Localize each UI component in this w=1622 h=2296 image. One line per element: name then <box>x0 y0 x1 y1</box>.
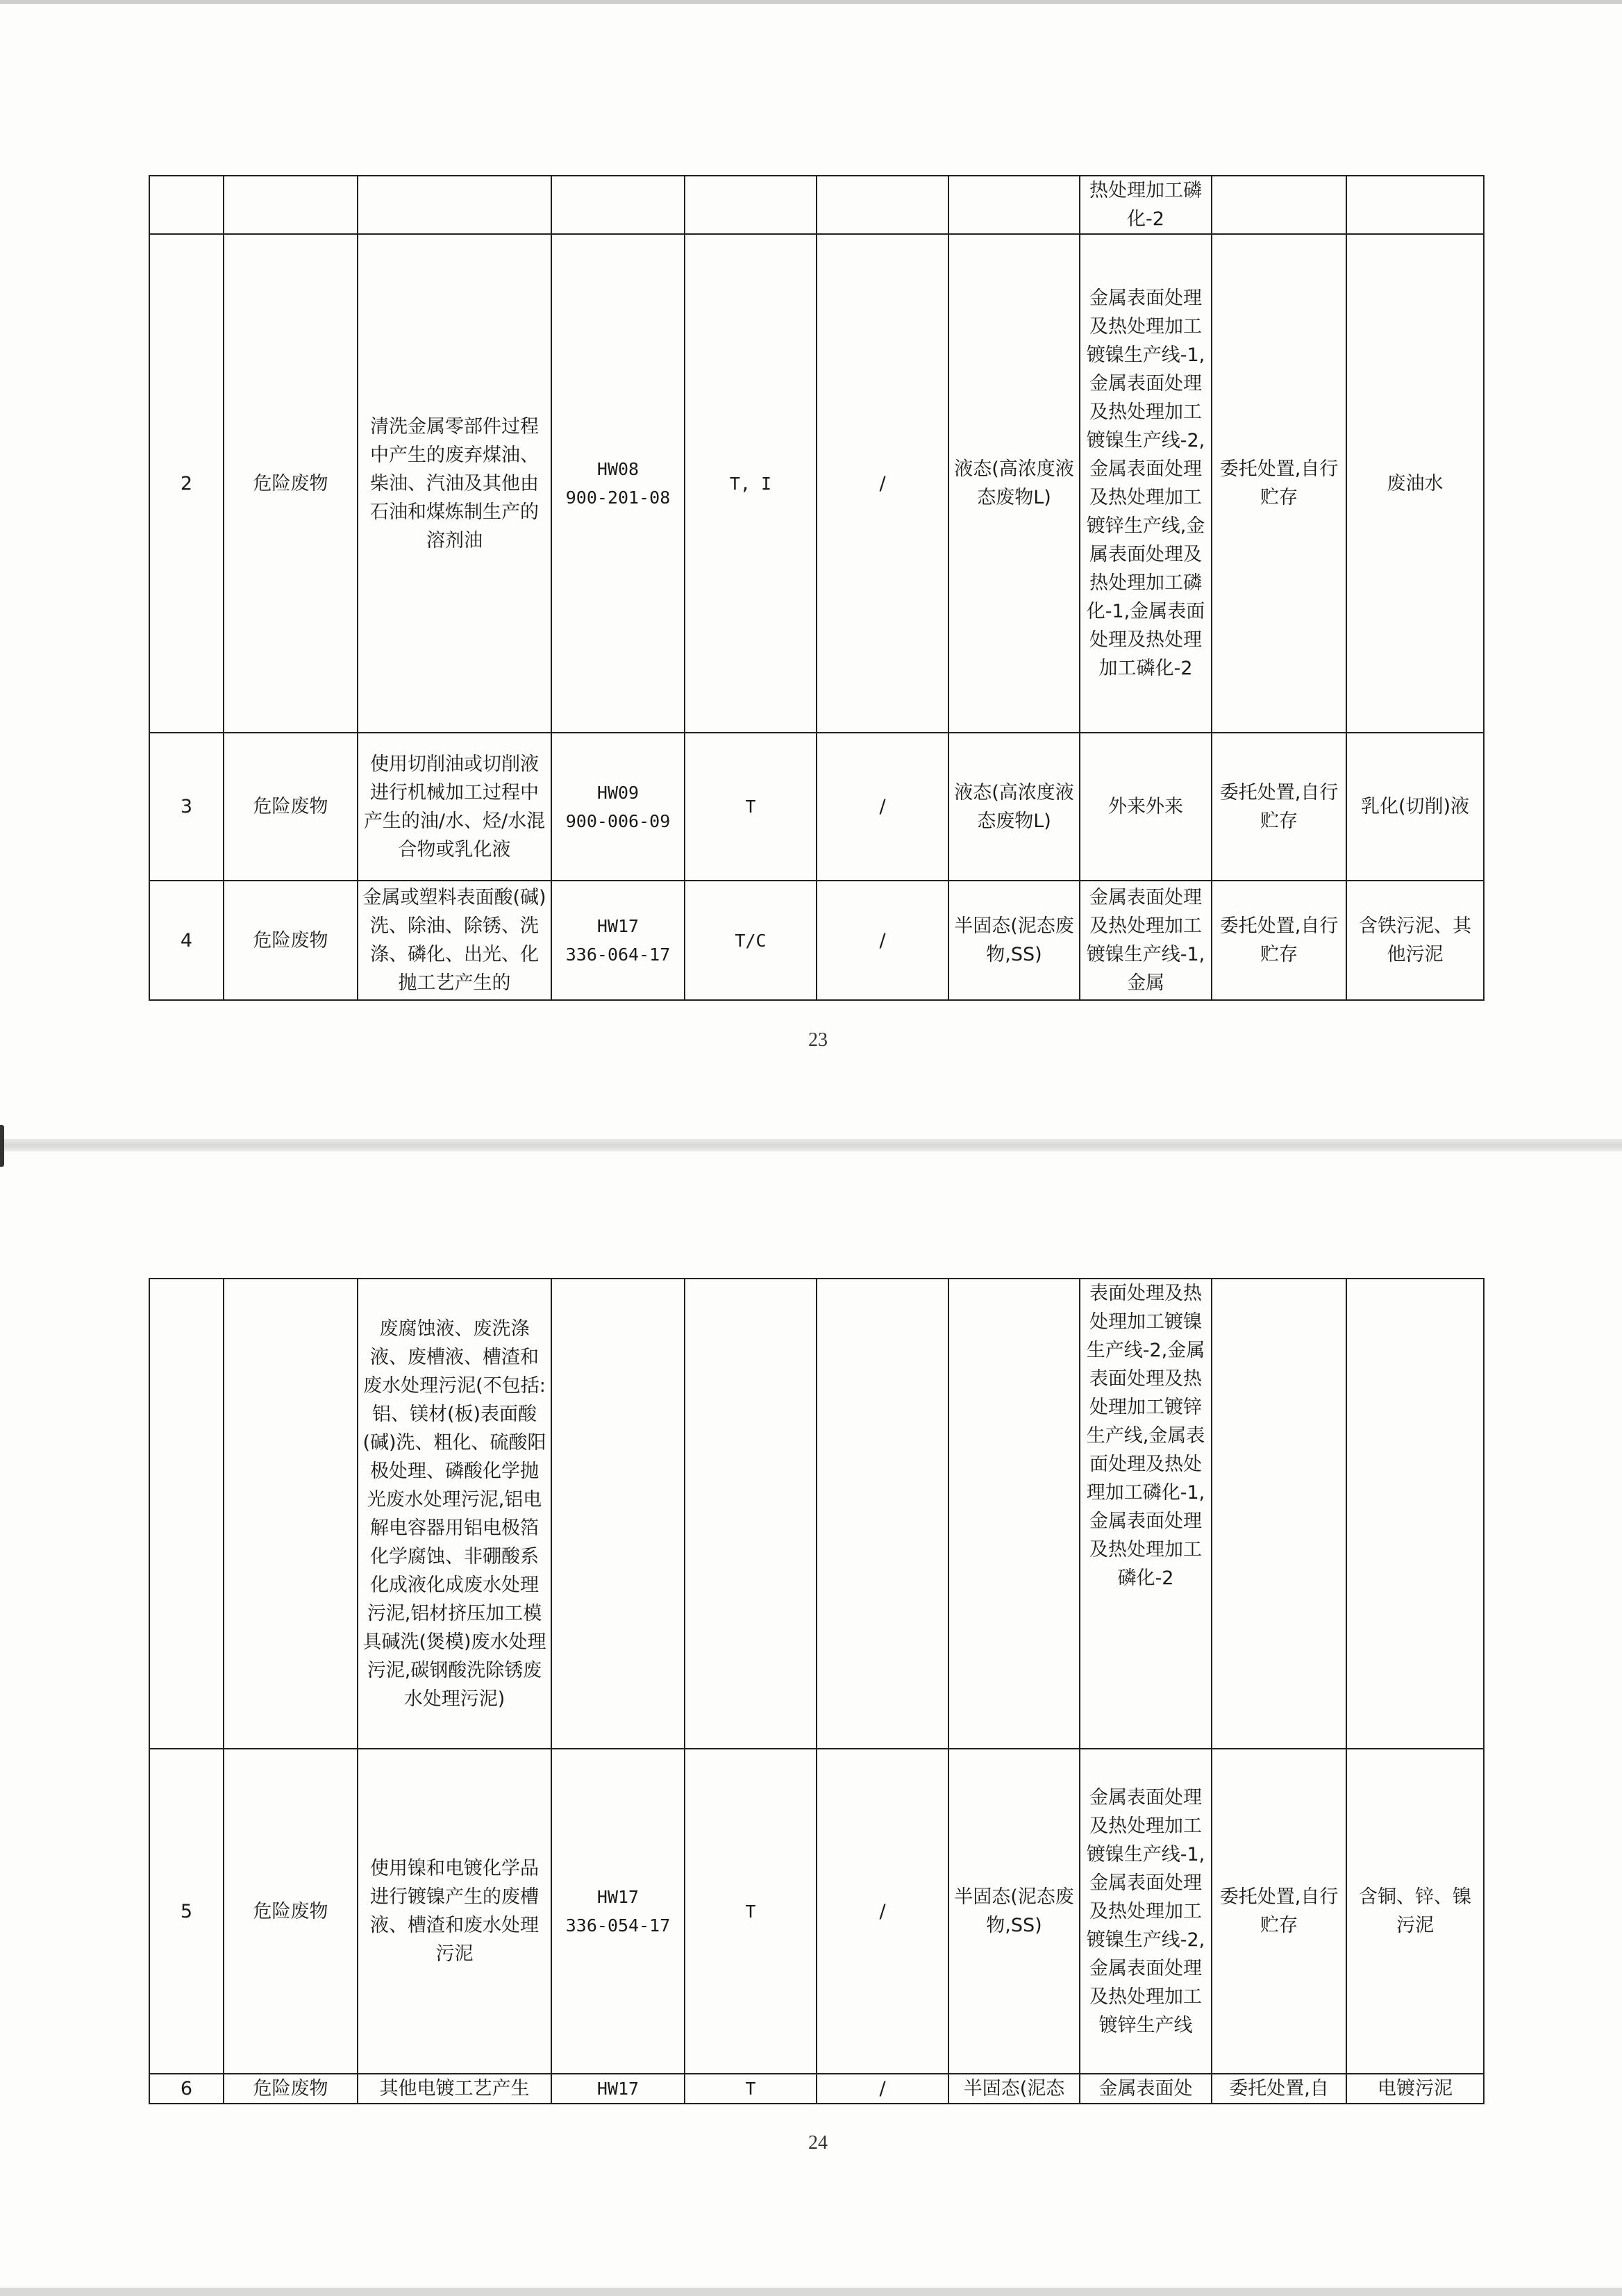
cell-type <box>224 176 358 234</box>
table-row <box>149 234 1484 733</box>
cell-disposal: 委托处置,自行贮存 <box>1212 733 1346 881</box>
cell-mark <box>817 176 948 234</box>
cell-hazard: T <box>685 1749 817 2074</box>
cell-hazard: T <box>685 2074 817 2104</box>
cell-form: 液态(高浓度液态废物L) <box>948 733 1080 881</box>
cell-waste: 废油水 <box>1346 234 1484 733</box>
cell-source: 其他电镀工艺产生 <box>358 2074 551 2104</box>
table-row <box>149 1279 1484 1749</box>
cell-no: 4 <box>149 881 224 1000</box>
cell-mark: / <box>817 881 948 1000</box>
cell-form: 液态(高浓度液态废物L) <box>948 234 1080 733</box>
cell-form: 半固态(泥态废物,SS) <box>948 881 1080 1000</box>
table-row <box>149 2074 1484 2104</box>
cell-type: 危险废物 <box>224 2074 358 2104</box>
cell-no <box>149 1279 224 1749</box>
cell-process: 热处理加工磷化-2 <box>1080 176 1212 234</box>
cell-waste: 乳化(切削)液 <box>1346 733 1484 881</box>
cell-source <box>358 176 551 234</box>
cell-disposal: 委托处置,自行贮存 <box>1212 234 1346 733</box>
cell-form <box>948 176 1080 234</box>
cell-type: 危险废物 <box>224 234 358 733</box>
cell-process: 外来外来 <box>1080 733 1212 881</box>
cell-mark: / <box>817 733 948 881</box>
cell-hazard: T, I <box>685 234 817 733</box>
cell-mark <box>817 1279 948 1749</box>
cell-no: 2 <box>149 234 224 733</box>
cell-process: 金属表面处 <box>1080 2074 1212 2104</box>
cell-source: 金属或塑料表面酸(碱)洗、除油、除锈、洗涤、磷化、出光、化抛工艺产生的 <box>358 881 551 1000</box>
cell-process: 金属表面处理及热处理加工镀镍生产线-1,金属 <box>1080 881 1212 1000</box>
cell-type: 危险废物 <box>224 733 358 881</box>
table-row <box>149 733 1484 881</box>
cell-form: 半固态(泥态 <box>948 2074 1080 2104</box>
cell-mark: / <box>817 1749 948 2074</box>
table-row <box>149 1749 1484 2074</box>
page-number: 24 <box>808 2132 828 2154</box>
page-fold <box>0 1139 1622 1151</box>
cell-code: HW17 336-064-17 <box>551 881 685 1000</box>
cell-mark: / <box>817 234 948 733</box>
cell-hazard: T <box>685 733 817 881</box>
cell-type <box>224 1279 358 1749</box>
cell-process: 金属表面处理及热处理加工镀镍生产线-1,金属表面处理及热处理加工镀镍生产线-2,金属表面处理及热处理加工镀锌生产线 <box>1080 1749 1212 2074</box>
cell-no <box>149 176 224 234</box>
cell-code: HW09 900-006-09 <box>551 733 685 881</box>
cell-source: 使用切削油或切削液进行机械加工过程中产生的油/水、烃/水混合物或乳化液 <box>358 733 551 881</box>
waste-table-page-23 <box>149 175 1485 1001</box>
cell-waste <box>1346 176 1484 234</box>
cell-disposal <box>1212 176 1346 234</box>
cell-code <box>551 176 685 234</box>
cell-form <box>948 1279 1080 1749</box>
cell-disposal: 委托处置,自行贮存 <box>1212 881 1346 1000</box>
waste-table-page-24 <box>149 1278 1485 2104</box>
cell-code: HW17 336-054-17 <box>551 1749 685 2074</box>
table-row <box>149 176 1484 234</box>
cell-type: 危险废物 <box>224 881 358 1000</box>
cell-process: 表面处理及热处理加工镀镍生产线-2,金属表面处理及热处理加工镀锌生产线,金属表面处理及热处理加工磷化-1,金属表面处理及热处理加工磷化-2 <box>1080 1279 1212 1749</box>
cell-process: 金属表面处理及热处理加工镀镍生产线-1,金属表面处理及热处理加工镀镍生产线-2,金属表面处理及热处理加工镀锌生产线,金属表面处理及热处理加工磷化-1,金属表面处理及热处理加工磷化-2 <box>1080 234 1212 733</box>
cell-source: 废腐蚀液、废洗涤液、废槽液、槽渣和废水处理污泥(不包括:铝、镁材(板)表面酸(碱)洗、粗化、硫酸阳极处理、磷酸化学抛光废水处理污泥,铝电解电容器用铝电极箔化学腐蚀、非硼酸系化成液化成废水处理污泥,铝材挤压加工模具碱洗(煲模)废水处理污泥,碳钢酸洗除锈废水处理污泥) <box>358 1279 551 1749</box>
cell-disposal <box>1212 1279 1346 1749</box>
table-row <box>149 881 1484 1000</box>
cell-waste: 电镀污泥 <box>1346 2074 1484 2104</box>
cell-hazard <box>685 176 817 234</box>
cell-no: 5 <box>149 1749 224 2074</box>
cell-waste: 含铁污泥、其他污泥 <box>1346 881 1484 1000</box>
binding-mark <box>0 1125 4 1167</box>
cell-disposal: 委托处置,自行贮存 <box>1212 1749 1346 2074</box>
cell-source: 使用镍和电镀化学品进行镀镍产生的废槽液、槽渣和废水处理污泥 <box>358 1749 551 2074</box>
scan-edge-bottom <box>0 2288 1622 2296</box>
cell-source: 清洗金属零部件过程中产生的废弃煤油、柴油、汽油及其他由石油和煤炼制生产的溶剂油 <box>358 234 551 733</box>
cell-type: 危险废物 <box>224 1749 358 2074</box>
cell-code <box>551 1279 685 1749</box>
cell-code: HW17 <box>551 2074 685 2104</box>
cell-hazard: T/C <box>685 881 817 1000</box>
cell-disposal: 委托处置,自 <box>1212 2074 1346 2104</box>
cell-hazard <box>685 1279 817 1749</box>
page-number: 23 <box>808 1029 828 1051</box>
scan-edge-top <box>0 0 1622 4</box>
cell-mark: / <box>817 2074 948 2104</box>
cell-no: 3 <box>149 733 224 881</box>
cell-no: 6 <box>149 2074 224 2104</box>
cell-code: HW08 900-201-08 <box>551 234 685 733</box>
cell-form: 半固态(泥态废物,SS) <box>948 1749 1080 2074</box>
cell-waste: 含铜、锌、镍污泥 <box>1346 1749 1484 2074</box>
cell-waste <box>1346 1279 1484 1749</box>
